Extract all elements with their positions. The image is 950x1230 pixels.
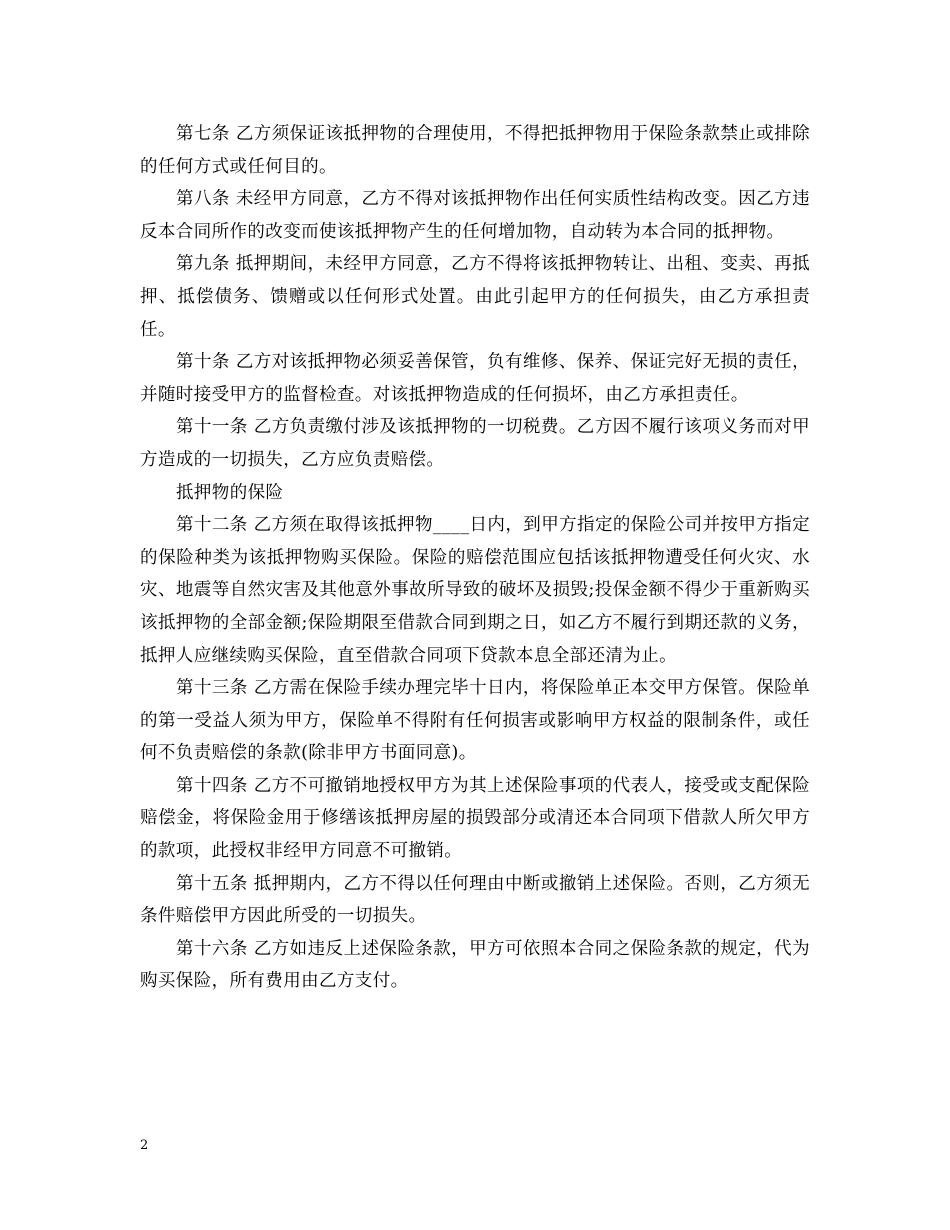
clause-14: 第十四条 乙方不可撤销地授权甲方为其上述保险事项的代表人，接受或支配保险赔偿金，将保险金用于修缮该抵押房屋的损毁部分或清还本合同项下借款人所欠甲方的款项，此授权非经甲方同意不可撤销。 <box>140 775 810 862</box>
clause-11: 第十一条 乙方负责缴付涉及该抵押物的一切税费。乙方因不履行该项义务而对甲方造成的一切损失，乙方应负责赔偿。 <box>140 417 810 470</box>
clause-16: 第十六条 乙方如违反上述保险条款，甲方可依照本合同之保险条款的规定，代为购买保险，所有费用由乙方支付。 <box>140 938 810 992</box>
document-body <box>140 118 810 998</box>
clause-7: 第七条 乙方须保证该抵押物的合理使用，不得把抵押物用于保险条款禁止或排除的任何方式或任何目的。 <box>140 124 810 177</box>
clause-13: 第十三条 乙方需在保险手续办理完毕十日内，将保险单正本交甲方保管。保险单的第一受益人须为甲方，保险单不得附有任何损害或影响甲方权益的限制条件，或任何不负责赔偿的条款(除非甲方书面同意)。 <box>140 678 810 764</box>
clause-12: 第十二条 乙方须在取得该抵押物____日内，到甲方指定的保险公司并按甲方指定的保险种类为该抵押物购买保险。保险的赔偿范围应包括该抵押物遭受任何火灾、水灾、地震等自然灾害及其他意外事故所导致的破坏及损毁;投保金额不得少于重新购买该抵押物的全部金额;保险期限至借款合同到期之日，如乙方不履行到期还款的义务，抵押人应继续购买保险，直至借款合同项下贷款本息全部还清为止。 <box>140 515 810 666</box>
clause-9: 第九条 抵押期间，未经甲方同意，乙方不得将该抵押物转让、出租、变卖、再抵押、抵偿债务、馈赠或以任何形式处置。由此引起甲方的任何损失，由乙方承担责任。 <box>140 254 810 340</box>
page-number: 2 <box>140 1138 149 1153</box>
clause-10: 第十条 乙方对该抵押物必须妥善保管，负有维修、保养、保证完好无损的责任，并随时接受甲方的监督检查。对该抵押物造成的任何损坏，由乙方承担责任。 <box>140 352 810 405</box>
clause-8: 第八条 未经甲方同意，乙方不得对该抵押物作出任何实质性结构改变。因乙方违反本合同所作的改变而使该抵押物产生的任何增加物，自动转为本合同的抵押物。 <box>140 189 810 242</box>
section-heading: 抵押物的保险 <box>176 482 284 503</box>
clause-15: 第十五条 抵押期内，乙方不得以任何理由中断或撤销上述保险。否则，乙方须无条件赔偿甲方因此所受的一切损失。 <box>140 873 810 927</box>
